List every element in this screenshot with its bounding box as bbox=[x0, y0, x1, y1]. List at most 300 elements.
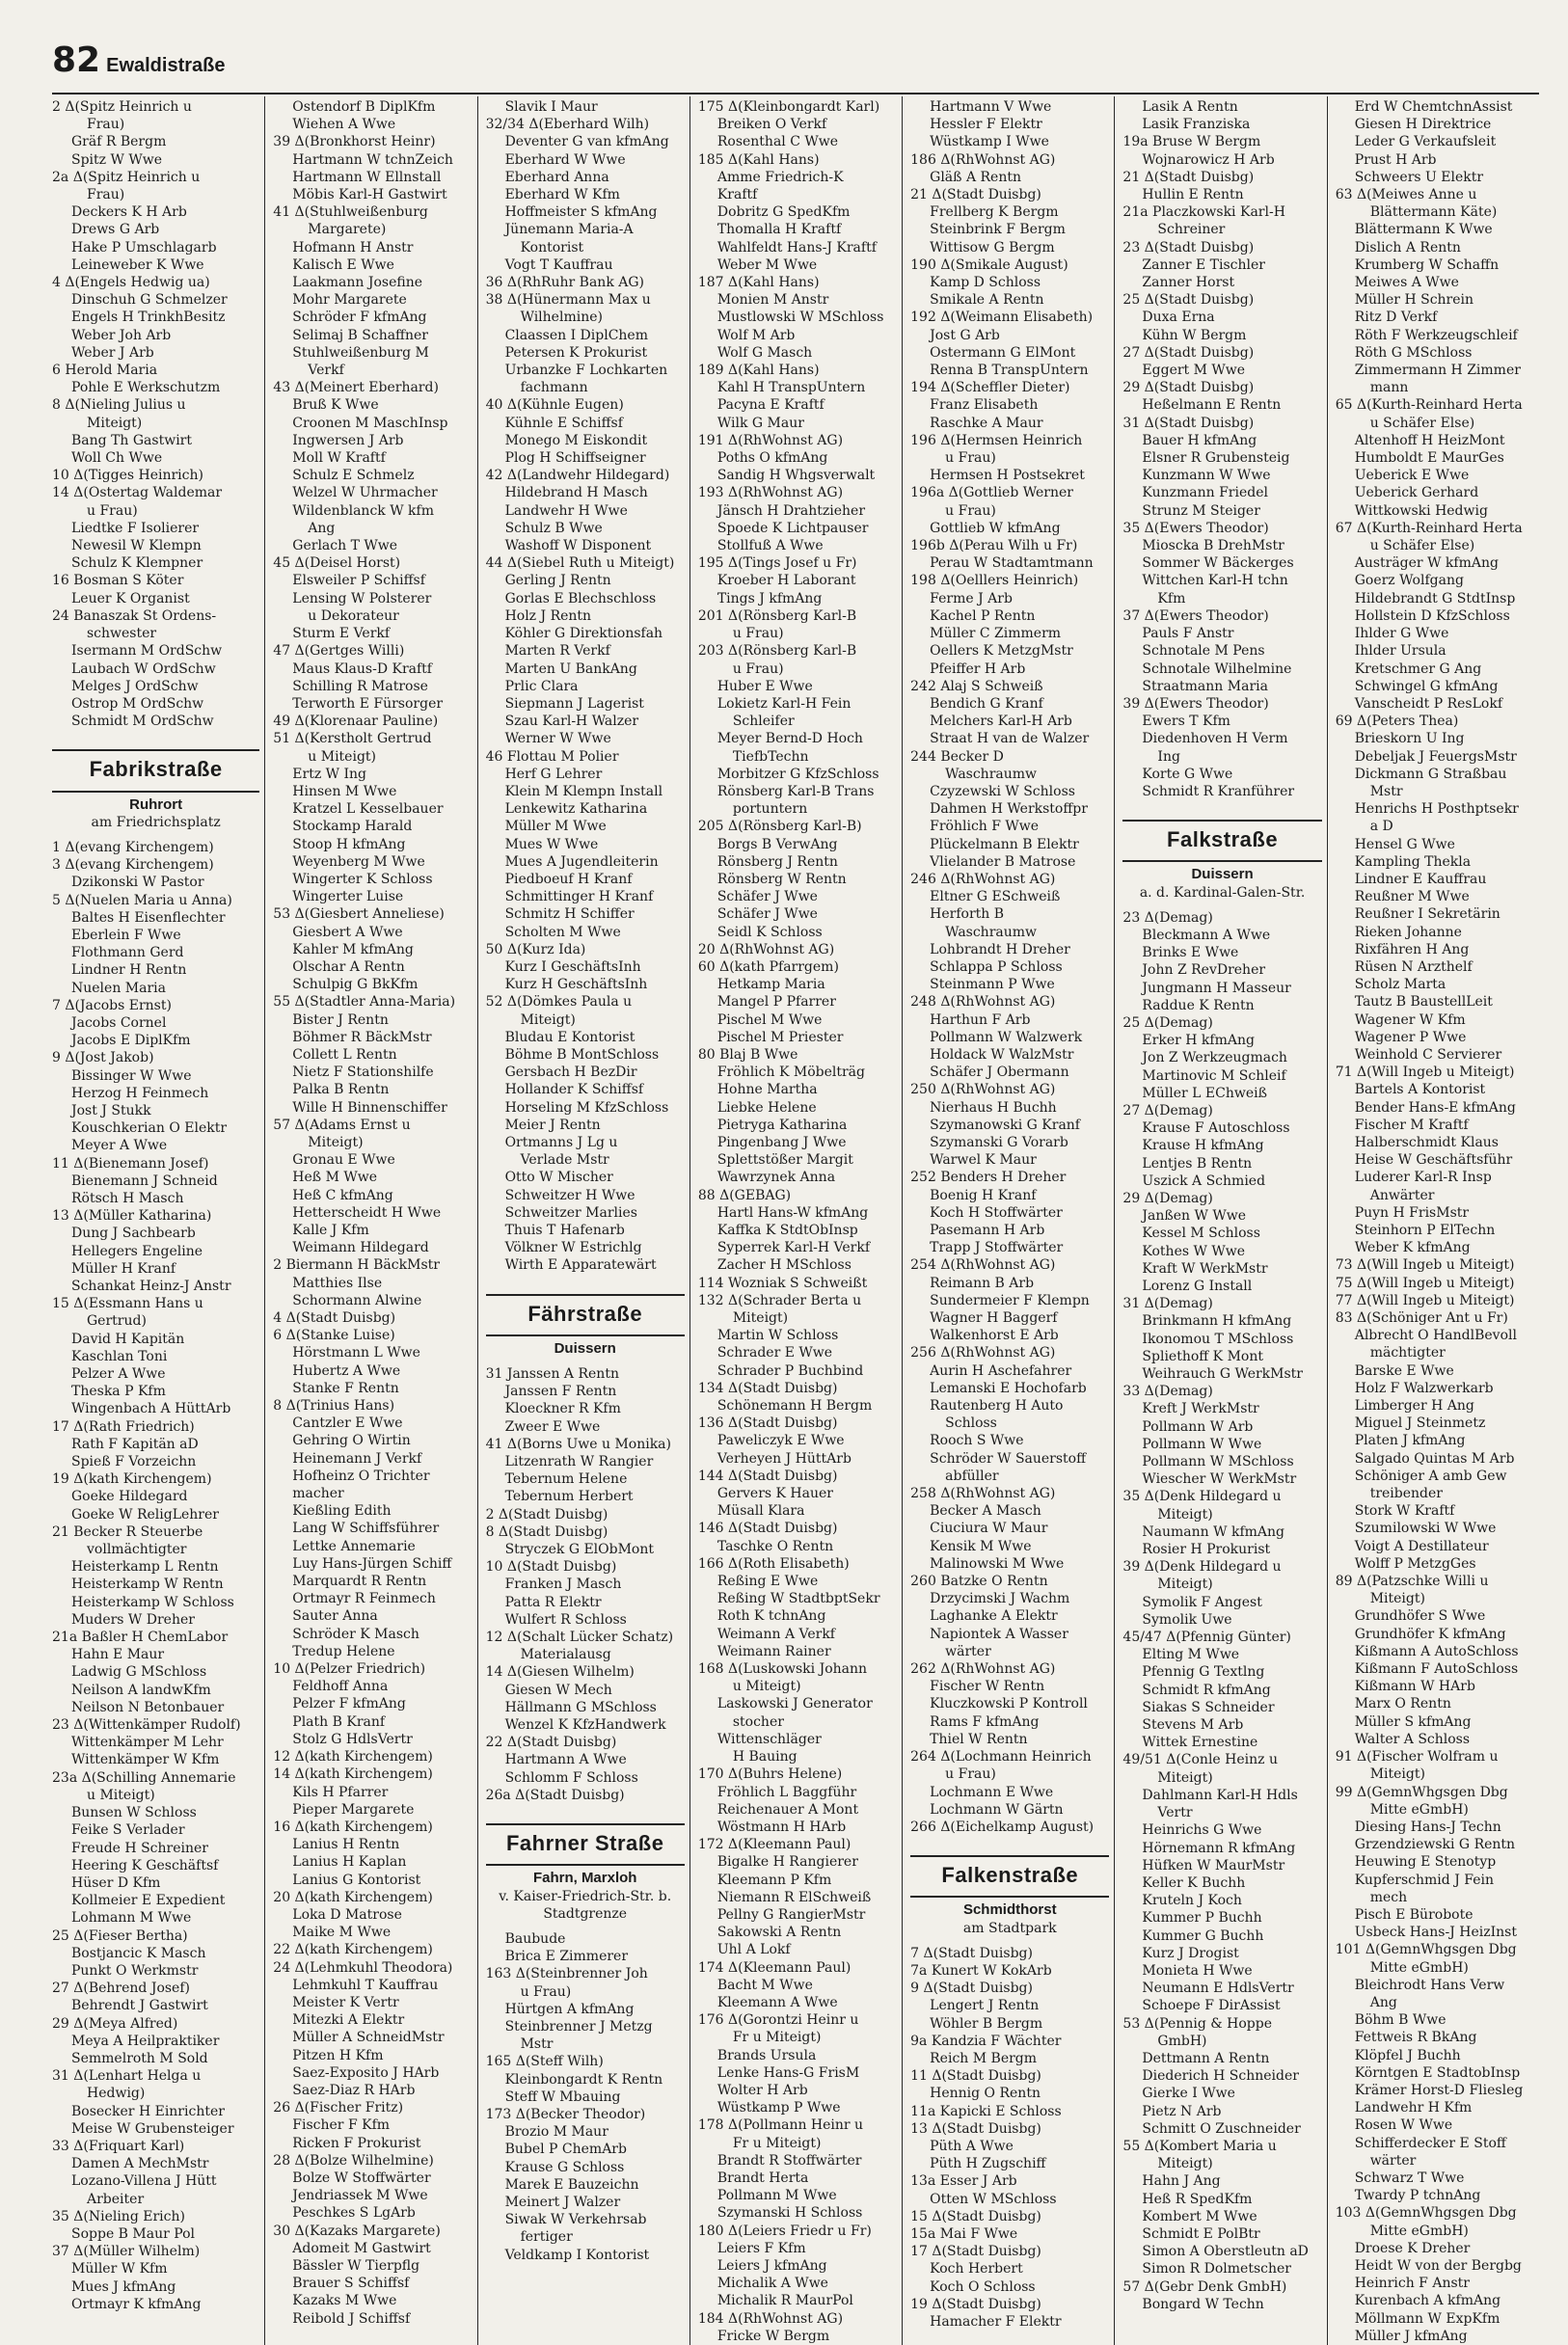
directory-entry: Weber K kfmAng bbox=[1354, 1240, 1471, 1256]
directory-entry: Ciuciura W Maur bbox=[930, 1521, 1048, 1537]
directory-entry: Hedwig) bbox=[87, 2086, 146, 2102]
column-2 bbox=[264, 96, 476, 2345]
directory-entry: Brinkmann H kfmAng bbox=[1142, 1313, 1292, 1330]
directory-entry: Brandt R Stoffwärter bbox=[716, 2152, 862, 2169]
directory-entry: Schnotale Wilhelmine bbox=[1142, 660, 1292, 677]
directory-entry: Bartels A Kontorist bbox=[1354, 1082, 1486, 1098]
directory-entry: Meiwes A Wwe bbox=[1354, 275, 1459, 291]
directory-entry: 252 Benders H Dreher bbox=[910, 1170, 1067, 1186]
directory-entry: Krumberg W Schaffn bbox=[1354, 256, 1500, 273]
directory-entry: Arbeiter bbox=[87, 2191, 145, 2207]
directory-entry: Marek E Bauzeichn bbox=[504, 2176, 639, 2193]
directory-entry: Lorenz G Install bbox=[1142, 1279, 1253, 1294]
directory-entry: 53 Δ(Pennig & Hoppe bbox=[1122, 2015, 1273, 2032]
directory-entry: Mues J kfmAng bbox=[71, 2278, 176, 2295]
directory-entry: Pauls F Anstr bbox=[1142, 626, 1234, 642]
directory-entry: Plog H Schiffseigner bbox=[504, 450, 646, 467]
directory-entry: Sommer W Bäckerges bbox=[1142, 555, 1294, 572]
directory-entry: 25 Δ(Stadt Duisbg) bbox=[1122, 292, 1255, 309]
directory-entry: Brands Ursula bbox=[716, 2047, 817, 2063]
directory-entry: Kleinbongardt K Rentn bbox=[504, 2071, 663, 2088]
directory-entry: Wilk G Maur bbox=[716, 415, 804, 431]
directory-entry: 29 Δ(Meya Alfred) bbox=[52, 2015, 178, 2032]
directory-entry: 25 Δ(Demag) bbox=[1122, 1014, 1213, 1031]
directory-entry: Marten R Verkf bbox=[504, 643, 610, 660]
directory-entry: Jungmann H Masseur bbox=[1142, 980, 1291, 996]
directory-entry: Herf G Lehrer bbox=[504, 766, 603, 782]
directory-entry: Ritz D Verkf bbox=[1354, 310, 1438, 326]
directory-entry: Pollmann M Wwe bbox=[716, 2188, 837, 2204]
directory-entry: Poths O kfmAng bbox=[716, 450, 828, 467]
directory-entry: Materialausg bbox=[520, 1647, 611, 1663]
directory-entry: Schröder W Sauerstoff bbox=[930, 1450, 1087, 1467]
directory-entry: Krause H kfmAng bbox=[1142, 1138, 1264, 1154]
directory-entry: Lanius G Kontorist bbox=[292, 1872, 421, 1888]
directory-entry: u Frau) bbox=[520, 1983, 572, 2000]
directory-entry: Rosenthal C Wwe bbox=[716, 134, 839, 150]
directory-entry: 33 Δ(Friquart Karl) bbox=[52, 2138, 185, 2154]
directory-entry: Jon Z Werkzeugmach bbox=[1142, 1050, 1287, 1066]
directory-entry: Kahler M kfmAng bbox=[292, 941, 414, 957]
directory-entry: Olschar A Rentn bbox=[292, 958, 405, 975]
directory-entry: Freude H Schreiner bbox=[71, 1840, 208, 1856]
directory-entry: 246 Δ(RhWohnst AG) bbox=[910, 871, 1056, 887]
directory-entry: 2a Δ(Spitz Heinrich u bbox=[52, 169, 201, 185]
directory-entry: Kraft W WerkMstr bbox=[1142, 1260, 1268, 1277]
directory-entry: Reich M Bergm bbox=[930, 2050, 1038, 2066]
directory-entry: Hubertz A Wwe bbox=[292, 1362, 401, 1379]
directory-entry: 57 Δ(Adams Ernst u bbox=[273, 1117, 411, 1133]
directory-entry: 20 Δ(kath Kirchengem) bbox=[273, 1889, 433, 1905]
directory-entry: Gronau E Wwe bbox=[292, 1152, 395, 1169]
directory-entry: Giesbert A Wwe bbox=[292, 924, 403, 940]
directory-entry: Claassen I DiplChem bbox=[504, 327, 648, 343]
directory-entry: Kruteln J Koch bbox=[1142, 1893, 1242, 1909]
directory-entry: Fr u Miteigt) bbox=[732, 2135, 822, 2151]
directory-entry: 174 Δ(Kleemann Paul) bbox=[697, 1959, 852, 1976]
directory-entry: Völkner W Estrichlg bbox=[504, 1240, 642, 1256]
directory-entry: Zacher H MSchloss bbox=[716, 1257, 852, 1274]
directory-entry: Litzenrath W Rangier bbox=[504, 1454, 654, 1470]
directory-entry: Weimann A Verkf bbox=[716, 1626, 835, 1642]
directory-entry: Koch O Schloss bbox=[930, 2278, 1036, 2295]
directory-entry: Miteigt) bbox=[1369, 1766, 1425, 1783]
directory-entry: Koch H Stoffwärter bbox=[930, 1204, 1063, 1221]
directory-entry: Petersen K Prokurist bbox=[504, 344, 648, 361]
directory-entry: Schröder K Masch bbox=[292, 1626, 419, 1642]
directory-entry: 80 Blaj B Wwe bbox=[697, 1046, 798, 1063]
directory-entry: 28 Δ(Bolze Wilhelmine) bbox=[273, 2152, 434, 2169]
directory-entry: Sakowski A Rentn bbox=[716, 1925, 842, 1941]
directory-entry: David H Kapitän bbox=[71, 1331, 185, 1347]
directory-entry: Eggert M Wwe bbox=[1142, 363, 1246, 379]
directory-entry: 21 Becker R Steuerbe bbox=[52, 1523, 203, 1540]
directory-entry: Hartmann V Wwe bbox=[930, 99, 1052, 115]
directory-entry: Leineweber K Wwe bbox=[71, 256, 204, 273]
directory-entry: Siwak W Verkehrsab bbox=[504, 2212, 647, 2228]
directory-entry: Damen A MechMstr bbox=[71, 2156, 209, 2172]
directory-entry: Spieß F Vorzeichn bbox=[71, 1454, 197, 1470]
directory-entry: Tings J kfmAng bbox=[716, 590, 823, 606]
directory-entry: Wolf M Arb bbox=[716, 327, 796, 343]
directory-entry: macher bbox=[292, 1486, 344, 1502]
directory-entry: Kamp D Schloss bbox=[930, 275, 1041, 291]
directory-entry: Liedtke F Isolierer bbox=[71, 520, 200, 536]
directory-entry: Miteigt) bbox=[1369, 1591, 1425, 1607]
directory-entry: 176 Δ(Gorontzi Heinr u bbox=[697, 2012, 859, 2029]
directory-entry: Meier J Rentn bbox=[504, 1117, 601, 1133]
directory-entry: Brandt Herta bbox=[716, 2170, 809, 2186]
directory-entry: u Frau) bbox=[945, 502, 996, 519]
directory-entry: Roth K tchnAng bbox=[716, 1608, 826, 1625]
section-rule bbox=[910, 1896, 1109, 1898]
directory-entry: Symolik F Angest bbox=[1142, 1594, 1262, 1610]
directory-entry: Malinowski M Wwe bbox=[930, 1555, 1065, 1572]
directory-entry: Kollmeier E Expedient bbox=[71, 1893, 226, 1909]
directory-entry: Sturm E Verkf bbox=[292, 626, 391, 642]
directory-entry: Perau W Stadtamtmann bbox=[930, 555, 1094, 572]
directory-entry: 39 Δ(Ewers Theodor) bbox=[1122, 695, 1269, 712]
directory-entry: 40 Δ(Kühnle Eugen) bbox=[485, 397, 624, 414]
directory-entry: Wulfert R Schloss bbox=[504, 1611, 627, 1628]
directory-entry: Bruß K Wwe bbox=[292, 397, 379, 414]
directory-entry: Weimann Rainer bbox=[716, 1643, 831, 1659]
directory-entry: Stolz G HdlsVertr bbox=[292, 1731, 413, 1747]
directory-entry: Symolik Uwe bbox=[1142, 1611, 1232, 1628]
directory-entry: Wagener P Wwe bbox=[1354, 1029, 1467, 1045]
directory-entry: Müller C Zimmerm bbox=[930, 626, 1062, 642]
directory-entry: Hüfken W MaurMstr bbox=[1142, 1857, 1285, 1873]
directory-entry: Wolff P MetzgGes bbox=[1354, 1555, 1476, 1572]
directory-entry: Heuwing E Stenotyp bbox=[1354, 1854, 1497, 1871]
directory-entry: 7 Δ(Stadt Duisbg) bbox=[910, 1945, 1033, 1961]
directory-entry: 266 Δ(Eichelkamp August) bbox=[910, 1819, 1095, 1835]
directory-entry: Giesen H Direktrice bbox=[1354, 117, 1492, 133]
directory-entry: Wingerter K Schloss bbox=[292, 871, 433, 887]
directory-entry: Martinovic M Schleif bbox=[1142, 1067, 1286, 1084]
directory-entry: Seidl K Schloss bbox=[716, 924, 823, 940]
directory-columns bbox=[52, 96, 1539, 2344]
directory-entry: 88 Δ(GEBAG) bbox=[697, 1187, 792, 1203]
directory-entry: 193 Δ(RhWohnst AG) bbox=[697, 485, 844, 501]
directory-entry: Ihlder Ursula bbox=[1354, 643, 1446, 660]
directory-entry: Bissinger W Wwe bbox=[71, 1067, 192, 1084]
directory-entry: Goeke W ReligLehrer bbox=[71, 1506, 219, 1523]
directory-entry: Pohle E Werkschutzm bbox=[71, 380, 221, 396]
directory-entry: Miteigt) bbox=[1157, 1769, 1213, 1786]
column-4 bbox=[689, 96, 902, 2345]
directory-entry: 1 Δ(evang Kirchengem) bbox=[52, 839, 214, 855]
directory-entry: 25 Δ(Fieser Bertha) bbox=[52, 1927, 188, 1944]
directory-entry: 65 Δ(Kurth-Reinhard Herta bbox=[1335, 397, 1523, 414]
directory-entry: 51 Δ(Kerstholt Gertrud bbox=[273, 731, 432, 747]
directory-entry: Erd W ChemtchnAssist bbox=[1354, 99, 1513, 115]
directory-entry: Gorlas E Blechschloss bbox=[504, 590, 657, 606]
directory-entry: stocher bbox=[732, 1713, 784, 1730]
directory-entry: Simon R Dolmetscher bbox=[1142, 2261, 1291, 2278]
directory-entry: Siepmann J Lagerist bbox=[504, 695, 644, 712]
street-title: Fahrner Straße bbox=[505, 1831, 664, 1856]
directory-entry: Hofmann H Anstr bbox=[292, 239, 414, 256]
directory-entry: Rath F Kapitän aD bbox=[71, 1436, 199, 1452]
directory-entry: Patta R Elektr bbox=[504, 1594, 602, 1610]
street-title: Fabrikstraße bbox=[89, 757, 223, 782]
directory-entry: Laubach W OrdSchw bbox=[71, 660, 216, 677]
directory-entry: Heisterkamp W Schloss bbox=[71, 1594, 234, 1610]
directory-entry: Möllmann W ExpKfm bbox=[1354, 2310, 1500, 2327]
directory-entry: Diedenhoven H Verm bbox=[1142, 731, 1288, 747]
directory-entry: Pfennig G Textlng bbox=[1142, 1664, 1265, 1681]
directory-entry: Lenkewitz Katharina bbox=[504, 801, 648, 818]
directory-entry: Reibold J Schiffsf bbox=[292, 2310, 411, 2327]
directory-entry: Kißmann F AutoSchloss bbox=[1354, 1661, 1519, 1678]
directory-entry: Holz J Rentn bbox=[504, 607, 592, 624]
directory-entry: 77 Δ(Will Ingeb u Miteigt) bbox=[1335, 1292, 1515, 1308]
section-rule bbox=[1122, 860, 1321, 862]
directory-entry: 21a Placzkowski Karl-H bbox=[1122, 204, 1285, 221]
directory-entry: Rosen W Wwe bbox=[1354, 2117, 1453, 2134]
directory-entry: Eltner G ESchweiß bbox=[930, 889, 1061, 905]
directory-entry: Behrendt J Gastwirt bbox=[71, 1998, 208, 2014]
directory-entry: Meyer A Wwe bbox=[71, 1138, 168, 1154]
directory-entry: wärter bbox=[1369, 2152, 1417, 2169]
directory-entry: Schmidt E PolBtr bbox=[1142, 2225, 1260, 2242]
directory-entry: 166 Δ(Roth Elisabeth) bbox=[697, 1555, 850, 1572]
directory-entry: Hollstein D KfzSchloss bbox=[1354, 607, 1510, 624]
directory-entry: 41 Δ(Borns Uwe u Monika) bbox=[485, 1436, 671, 1452]
directory-entry: 33 Δ(Demag) bbox=[1122, 1384, 1213, 1400]
directory-entry: Renna B TranspUntern bbox=[930, 363, 1089, 379]
directory-entry: 60 Δ(kath Pfarrgem) bbox=[697, 958, 839, 975]
directory-entry: Heinemann J Verkf bbox=[292, 1450, 422, 1467]
directory-entry: Paweliczyk E Wwe bbox=[716, 1433, 845, 1449]
directory-entry: Wolter H Arb bbox=[716, 2082, 808, 2098]
directory-entry: Kraftf bbox=[716, 187, 758, 203]
directory-entry: Landwehr H Kfm bbox=[1354, 2100, 1473, 2116]
directory-entry: Zweer E Wwe bbox=[504, 1418, 601, 1435]
directory-entry: Martin W Schloss bbox=[716, 1328, 839, 1344]
directory-entry: Mitte eGmbH) bbox=[1369, 2223, 1469, 2239]
directory-entry: u Schäfer Else) bbox=[1369, 415, 1475, 431]
directory-entry: Jacobs E DiplKfm bbox=[71, 1033, 191, 1049]
directory-entry: Strunz M Steiger bbox=[1142, 502, 1260, 519]
directory-entry: Siakas S Schneider bbox=[1142, 1699, 1275, 1715]
directory-entry: 196 Δ(Hermsen Heinrich bbox=[910, 432, 1083, 448]
directory-entry: Wittenkämper M Lehr bbox=[71, 1735, 224, 1751]
directory-entry: Stoop H kfmAng bbox=[292, 836, 406, 852]
directory-entry: Weber M Wwe bbox=[716, 256, 818, 273]
directory-entry: Wiehen A Wwe bbox=[292, 117, 396, 133]
directory-entry: 11 Δ(Bienemann Josef) bbox=[52, 1155, 209, 1172]
directory-entry: Ueberick Gerhard bbox=[1354, 485, 1479, 501]
directory-entry: Uhl A Lokf bbox=[716, 1942, 791, 1958]
directory-entry: Kouschkerian O Elektr bbox=[71, 1120, 228, 1137]
directory-entry: Smikale A Rentn bbox=[930, 292, 1044, 309]
district-name: Duissern bbox=[1191, 866, 1254, 883]
directory-entry: Lohmann M Wwe bbox=[71, 1910, 192, 1927]
directory-entry: Dahmen H Werkstoffpr bbox=[930, 801, 1088, 818]
directory-entry: a D bbox=[1369, 819, 1393, 835]
directory-entry: Prlic Clara bbox=[504, 678, 579, 694]
directory-entry: Hahn E Maur bbox=[71, 1647, 165, 1663]
directory-entry: Stockamp Harald bbox=[292, 819, 413, 835]
directory-entry: Platen J kfmAng bbox=[1354, 1433, 1466, 1449]
directory-entry: Heering K Geschäftsf bbox=[71, 1857, 219, 1873]
directory-entry: TiefbTechn bbox=[732, 748, 809, 765]
directory-entry: Walkenhorst E Arb bbox=[930, 1328, 1059, 1344]
directory-entry: 136 Δ(Stadt Duisbg) bbox=[697, 1415, 838, 1432]
directory-entry: Albrecht O HandlBevoll bbox=[1354, 1328, 1517, 1344]
directory-entry: 39 Δ(Bronkhorst Heinr) bbox=[273, 134, 436, 150]
directory-entry: 2 Δ(Stadt Duisbg) bbox=[485, 1506, 608, 1523]
directory-entry: Elting M Wwe bbox=[1142, 1647, 1240, 1663]
directory-entry: Bunsen W Schloss bbox=[71, 1805, 197, 1821]
directory-entry: Mues W Wwe bbox=[504, 836, 599, 852]
directory-entry: Naumann W kfmAng bbox=[1142, 1523, 1285, 1540]
directory-entry: Heise W Geschäftsführ bbox=[1354, 1152, 1513, 1169]
directory-entry: Moll W Kraftf bbox=[292, 450, 386, 467]
directory-entry: Straat H van de Walzer bbox=[930, 731, 1090, 747]
directory-entry: 26a Δ(Stadt Duisbg) bbox=[485, 1787, 625, 1803]
directory-entry: Austräger W kfmAng bbox=[1354, 555, 1499, 572]
directory-entry: Simon A Oberstleutn aD bbox=[1142, 2244, 1309, 2260]
directory-entry: Baltes H Eisenflechter bbox=[71, 909, 226, 926]
directory-entry: 144 Δ(Stadt Duisbg) bbox=[697, 1468, 838, 1484]
directory-entry: Aurin H Aschefahrer bbox=[930, 1362, 1072, 1379]
directory-entry: Bacht M Wwe bbox=[716, 1977, 813, 1993]
directory-entry: Waschraumw bbox=[945, 766, 1038, 782]
directory-entry: Gertrud) bbox=[87, 1313, 147, 1330]
directory-entry: Selimaj B Schaffner bbox=[292, 327, 428, 343]
directory-entry: vollmächtigter bbox=[87, 1542, 187, 1558]
directory-entry: Ang bbox=[1369, 1994, 1397, 2010]
directory-entry: Rönsberg Karl-B Trans bbox=[716, 783, 875, 799]
section-rule bbox=[52, 749, 259, 751]
directory-entry: Rüsen N Arzthelf bbox=[1354, 958, 1473, 975]
directory-entry: Eberlein F Wwe bbox=[71, 927, 181, 943]
directory-entry: Schrader P Buchbind bbox=[716, 1362, 864, 1379]
directory-entry: mech bbox=[1369, 1889, 1408, 1905]
directory-entry: 3 Δ(evang Kirchengem) bbox=[52, 857, 214, 874]
directory-entry: Frau) bbox=[87, 187, 125, 203]
directory-entry: Twardy P tchnAng bbox=[1354, 2188, 1481, 2204]
directory-entry: Pellny G RangierMstr bbox=[716, 1906, 866, 1923]
directory-entry: 195 Δ(Tings Josef u Fr) bbox=[697, 555, 857, 572]
directory-entry: Kaffka K StdtObInsp bbox=[716, 1223, 858, 1238]
directory-entry: Lenke Hans-G FrisM bbox=[716, 2064, 860, 2081]
directory-entry: Tebernum Helene bbox=[504, 1471, 628, 1488]
directory-entry: Reußner I Sekretärin bbox=[1354, 906, 1500, 923]
directory-entry: Leiers J kfmAng bbox=[716, 2257, 827, 2274]
directory-entry: Hennig O Rentn bbox=[930, 2086, 1041, 2102]
directory-entry: Raddue K Rentn bbox=[1142, 997, 1255, 1013]
directory-entry: Kombert M Wwe bbox=[1142, 2208, 1257, 2224]
directory-entry: Wildenblanck W kfm bbox=[292, 502, 435, 519]
directory-entry: Hessler F Elektr bbox=[930, 117, 1042, 133]
directory-entry: 187 Δ(Kahl Hans) bbox=[697, 275, 820, 291]
directory-entry: 14 Δ(Giesen Wilhelm) bbox=[485, 1664, 635, 1681]
directory-entry: Weber Joh Arb bbox=[71, 327, 172, 343]
directory-entry: Wille H Binnenschiffer bbox=[292, 1099, 447, 1116]
directory-entry: u Miteigt) bbox=[732, 1679, 801, 1695]
directory-entry: Kummer G Buchh bbox=[1142, 1927, 1264, 1944]
directory-entry: Kessel M Schloss bbox=[1142, 1226, 1260, 1242]
directory-entry: Franz Elisabeth bbox=[930, 397, 1039, 414]
directory-entry: Monego M Eiskondit bbox=[504, 432, 648, 448]
directory-entry: 163 Δ(Steinbrenner Joh bbox=[485, 1966, 648, 1982]
directory-entry: Kühn W Bergm bbox=[1142, 327, 1247, 343]
directory-entry: Kühnle E Schiffsf bbox=[504, 415, 623, 431]
directory-entry: 83 Δ(Schöniger Ant u Fr) bbox=[1335, 1310, 1508, 1327]
directory-entry: Nierhaus H Buchh bbox=[930, 1099, 1057, 1116]
street-location-note: am Stadtpark bbox=[962, 1920, 1057, 1936]
directory-entry: Welzel W Uhrmacher bbox=[292, 485, 438, 501]
directory-entry: 13a Esser J Arb bbox=[910, 2173, 1017, 2190]
directory-entry: Kontorist bbox=[520, 239, 584, 256]
directory-entry: Holdack W WalzMstr bbox=[930, 1046, 1074, 1063]
directory-entry: Usbeck Hans-J HeizInst bbox=[1354, 1925, 1517, 1941]
directory-entry: Rautenberg H Auto bbox=[930, 1398, 1064, 1415]
directory-entry: Grundhöfer S Wwe bbox=[1354, 1608, 1486, 1625]
directory-entry: Neilson A landwKfm bbox=[71, 1682, 211, 1698]
street-title: Falkenstraße bbox=[941, 1863, 1079, 1888]
directory-entry: 71 Δ(Will Ingeb u Miteigt) bbox=[1335, 1065, 1515, 1081]
directory-entry: Hartmann W tchnZeich bbox=[292, 151, 453, 168]
directory-entry: Ortmayr K kfmAng bbox=[71, 2296, 202, 2312]
directory-entry: Stevens M Arb bbox=[1142, 1717, 1244, 1734]
directory-entry: Bässler W Tierpflg bbox=[292, 2257, 420, 2274]
directory-entry: Boenig H Kranf bbox=[930, 1187, 1037, 1203]
directory-entry: Hürtgen A kfmAng bbox=[504, 2001, 635, 2017]
directory-entry: Weinhold C Servierer bbox=[1354, 1046, 1502, 1063]
directory-entry: Jünemann Maria-A bbox=[504, 222, 634, 238]
directory-entry: Taschke O Rentn bbox=[716, 1538, 834, 1554]
directory-entry: 37 Δ(Müller Wilhelm) bbox=[52, 2244, 201, 2260]
directory-entry: Bigalke H Rangierer bbox=[716, 1854, 858, 1871]
directory-entry: 67 Δ(Kurth-Reinhard Herta bbox=[1335, 520, 1523, 536]
directory-entry: Fr u Miteigt) bbox=[732, 2030, 822, 2046]
directory-entry: Mioscka B DrehMstr bbox=[1142, 538, 1284, 554]
directory-entry: Jost J Stukk bbox=[71, 1102, 151, 1119]
directory-entry: mann bbox=[1369, 380, 1409, 396]
directory-entry: 55 Δ(Stadtler Anna-Maria) bbox=[273, 994, 456, 1011]
directory-entry: Steinmann P Wwe bbox=[930, 977, 1055, 993]
street-location-note: v. Kaiser-Friedrich-Str. b. Stadtgrenze bbox=[499, 1888, 672, 1922]
directory-entry: Kothes W Wwe bbox=[1142, 1243, 1245, 1259]
directory-entry: u Frau) bbox=[945, 450, 996, 467]
directory-entry: Kahl H TranspUntern bbox=[716, 380, 866, 396]
directory-entry: Kloeckner R Kfm bbox=[504, 1401, 621, 1417]
directory-entry: Splettstößer Margit bbox=[716, 1152, 853, 1169]
directory-entry: Voigt A Destillateur bbox=[1354, 1538, 1489, 1554]
directory-entry: Kurz H GeschäftsInh bbox=[504, 977, 648, 993]
directory-entry: Stuhlweißenburg M bbox=[292, 344, 429, 361]
directory-entry: Wiescher W WerkMstr bbox=[1142, 1471, 1297, 1488]
directory-entry: 63 Δ(Meiwes Anne u bbox=[1335, 187, 1477, 203]
directory-entry: Diederich H Schneider bbox=[1142, 2068, 1299, 2085]
directory-entry: Hinsen M Wwe bbox=[292, 783, 397, 799]
directory-entry: Hahn J Ang bbox=[1142, 2173, 1221, 2190]
directory-entry: Piedboeuf H Kranf bbox=[504, 871, 633, 887]
directory-entry: 146 Δ(Stadt Duisbg) bbox=[697, 1521, 838, 1537]
directory-entry: Borgs B VerwAng bbox=[716, 836, 838, 852]
directory-entry: 101 Δ(GemnWhgsgen Dbg bbox=[1335, 1942, 1517, 1958]
directory-entry: Ang bbox=[308, 520, 336, 536]
directory-entry: Nietz F Stationshilfe bbox=[292, 1065, 434, 1081]
directory-entry: Goerz Wolfgang bbox=[1354, 573, 1464, 589]
directory-entry: 242 Alaj S Schweiß bbox=[910, 678, 1043, 694]
directory-entry: Mstr bbox=[520, 2036, 554, 2053]
